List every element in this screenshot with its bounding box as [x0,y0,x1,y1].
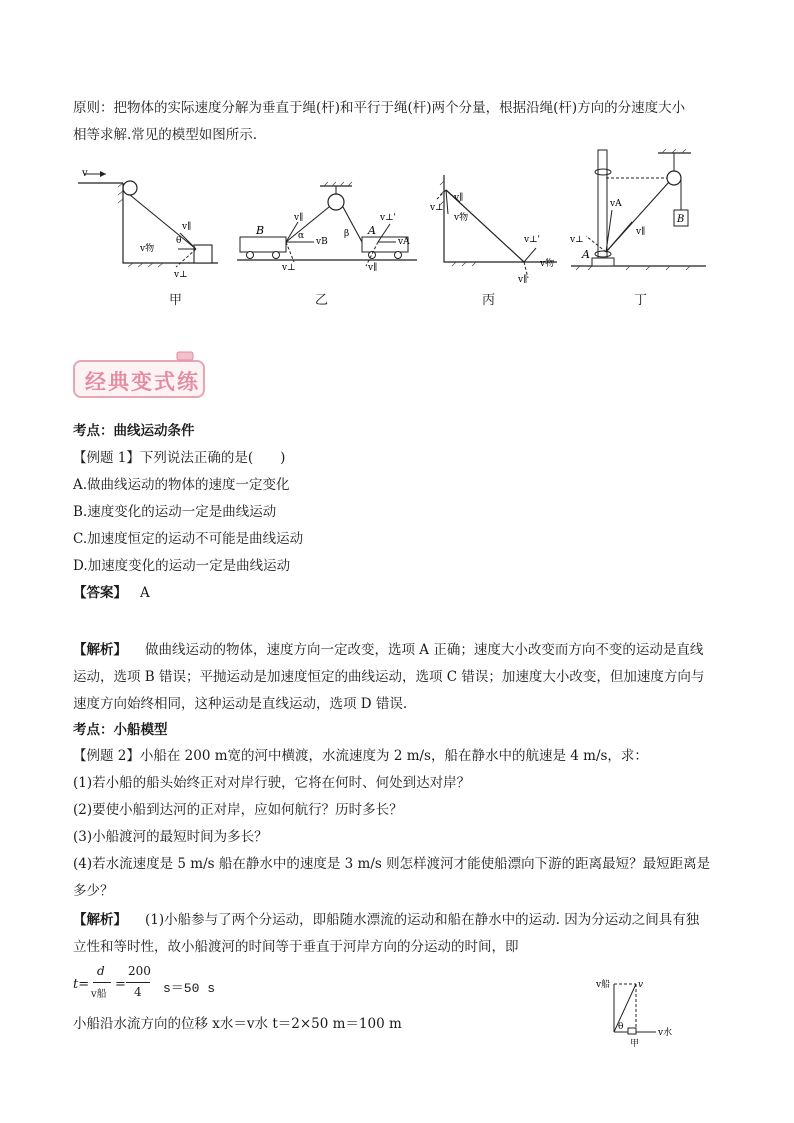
yi-v-par-left: v∥ [294,213,304,223]
ding-A: A [582,248,590,261]
formula-num-d: d [97,964,105,978]
figure-bing [432,170,562,285]
topic1-answer-label: 【答案】 [73,585,127,601]
topic2-displacement: 小船沿水流方向的位移 x水＝v水 t＝2×50 m＝100 m [73,1016,402,1032]
topic1-option-c: C.加速度恒定的运动不可能是曲线运动 [73,531,304,547]
bing-v-wu: v物 [454,213,469,223]
jia-v-par: v∥ [182,222,192,232]
topic2-analysis-label: 【解析】 [73,912,127,928]
topic2-item-1: (1)若小船的船头始终正对对岸行驶，它将在何时、何处到达对岸？ [73,775,471,791]
formula-bar-2 [126,982,150,983]
topic1-heading: 考点：曲线运动条件 [73,423,195,439]
formula [73,962,273,1012]
mini-label: 甲 [630,1039,640,1049]
ding-vA: vA [610,199,622,209]
figure-label-yi: 乙 [315,293,329,308]
yi-v-par-right: v∥ [368,263,378,273]
yi-beta: β [344,229,350,239]
topic1-analysis-line-2: 运动，选项 B 错误；平抛运动是加速度恒定的曲线运动，选项 C 错误；加速度大小改变，但加速度方向与 [73,669,705,685]
formula-t: t= [73,977,90,992]
figure-label-ding: 丁 [634,293,648,308]
topic2-analysis-line-2: 立性和等时性，故小船渡河的时间等于垂直于河岸方向的分运动的时间，即 [73,939,519,955]
bing-v-perp-prime: v⊥' [524,235,541,245]
formula-num: 200 [128,964,151,978]
jia-v-perp: v⊥ [174,270,188,280]
yi-v-perp-prime: v⊥' [380,213,397,223]
topic2-item-4-cont: 多少？ [73,883,114,899]
topic1-option-b: B.速度变化的运动一定是曲线运动 [73,504,277,520]
mini-theta: θ [618,1022,624,1032]
figure-label-jia: 甲 [169,293,183,308]
topic1-answer-value: A [140,585,150,601]
yi-vA: vA [398,237,410,247]
yi-vB: vB [316,237,328,247]
formula-den-v: v船 [91,989,107,1000]
topic1-option-d: D.加速度变化的运动一定是曲线运动 [73,558,291,574]
bing-v-par: v∥ [454,193,464,203]
topic1-option-a: A.做曲线运动的物体的速度一定变化 [73,477,290,493]
yi-alpha: α [298,231,305,241]
topic1-analysis-label: 【解析】 [73,642,127,658]
topic1-analysis-line-3: 速度方向始终相同，这种运动是直线运动，选项 D 错误. [73,696,408,712]
topic2-item-4: (4)若水流速度是 5 m/s 船在静水中的速度是 3 m/s 则怎样渡河才能使船漂向下游的距离最短？最短距离是 [73,856,711,872]
topic1-analysis-line-1: 做曲线运动的物体，速度方向一定改变，选项 A 正确；速度大小改变而方向不变的运动是直线 [145,642,704,658]
topic2-item-3: (3)小船渡河的最短时间为多长？ [73,829,268,845]
figure-jia [78,165,228,280]
bing-v-perp: v⊥ [430,203,444,213]
topic2-heading: 考点：小船模型 [73,722,168,738]
ding-v-par: v∥ [636,227,646,237]
figure-yi [232,180,422,273]
topic2-item-2: (2)要使小船到达河的正对岸，应如何航行？历时多长？ [73,802,403,818]
bing-v-par-2: v∥ [518,275,528,285]
topic2-question: 【例题 2】小船在 200 m宽的河中横渡，水流速度为 2 m/s，船在静水中的航速是 4 m/s，求： [73,748,648,764]
topic2-analysis-line-1: (1)小船参与了两个分运动，即船随水漂流的运动和船在静水中的运动. 因为分运动之间具有独 [145,912,700,928]
ding-B: B [677,214,685,225]
yi-A: A [368,224,376,237]
section-banner [73,356,208,400]
intro-line-2: 相等求解.常见的模型如图所示. [73,127,258,143]
figure-label-bing: 丙 [482,293,496,308]
yi-B: B [256,224,265,237]
bing-v-wu-2: v物 [540,259,555,269]
jia-v: v [82,168,88,179]
pin-icon [173,350,197,364]
jia-v-wu: v物 [140,244,155,254]
formula-den: 4 [134,985,142,999]
mini-v-chuan: v船 [596,980,611,990]
mini-v: v [638,980,644,990]
jia-theta: θ [176,236,182,246]
ding-v-perp: v⊥ [570,235,584,245]
formula-eq: = [115,977,126,992]
intro-line-1: 原则：把物体的实际速度分解为垂直于绳(杆)和平行于绳(杆)两个分量，根据沿绳(杆)方向的分速度大小 [73,100,686,116]
formula-bar-1 [93,982,111,983]
yi-v-perp-left: v⊥ [282,263,296,273]
banner-title: 经典变式练 [85,370,200,394]
mini-v-shui: v水 [658,1028,673,1038]
mini-figure-jia [594,978,694,1048]
formula-tail: s＝50 s [163,981,216,996]
topic1-question: 【例题 1】下列说法正确的是( ) [73,450,286,466]
figure-ding [566,148,711,273]
